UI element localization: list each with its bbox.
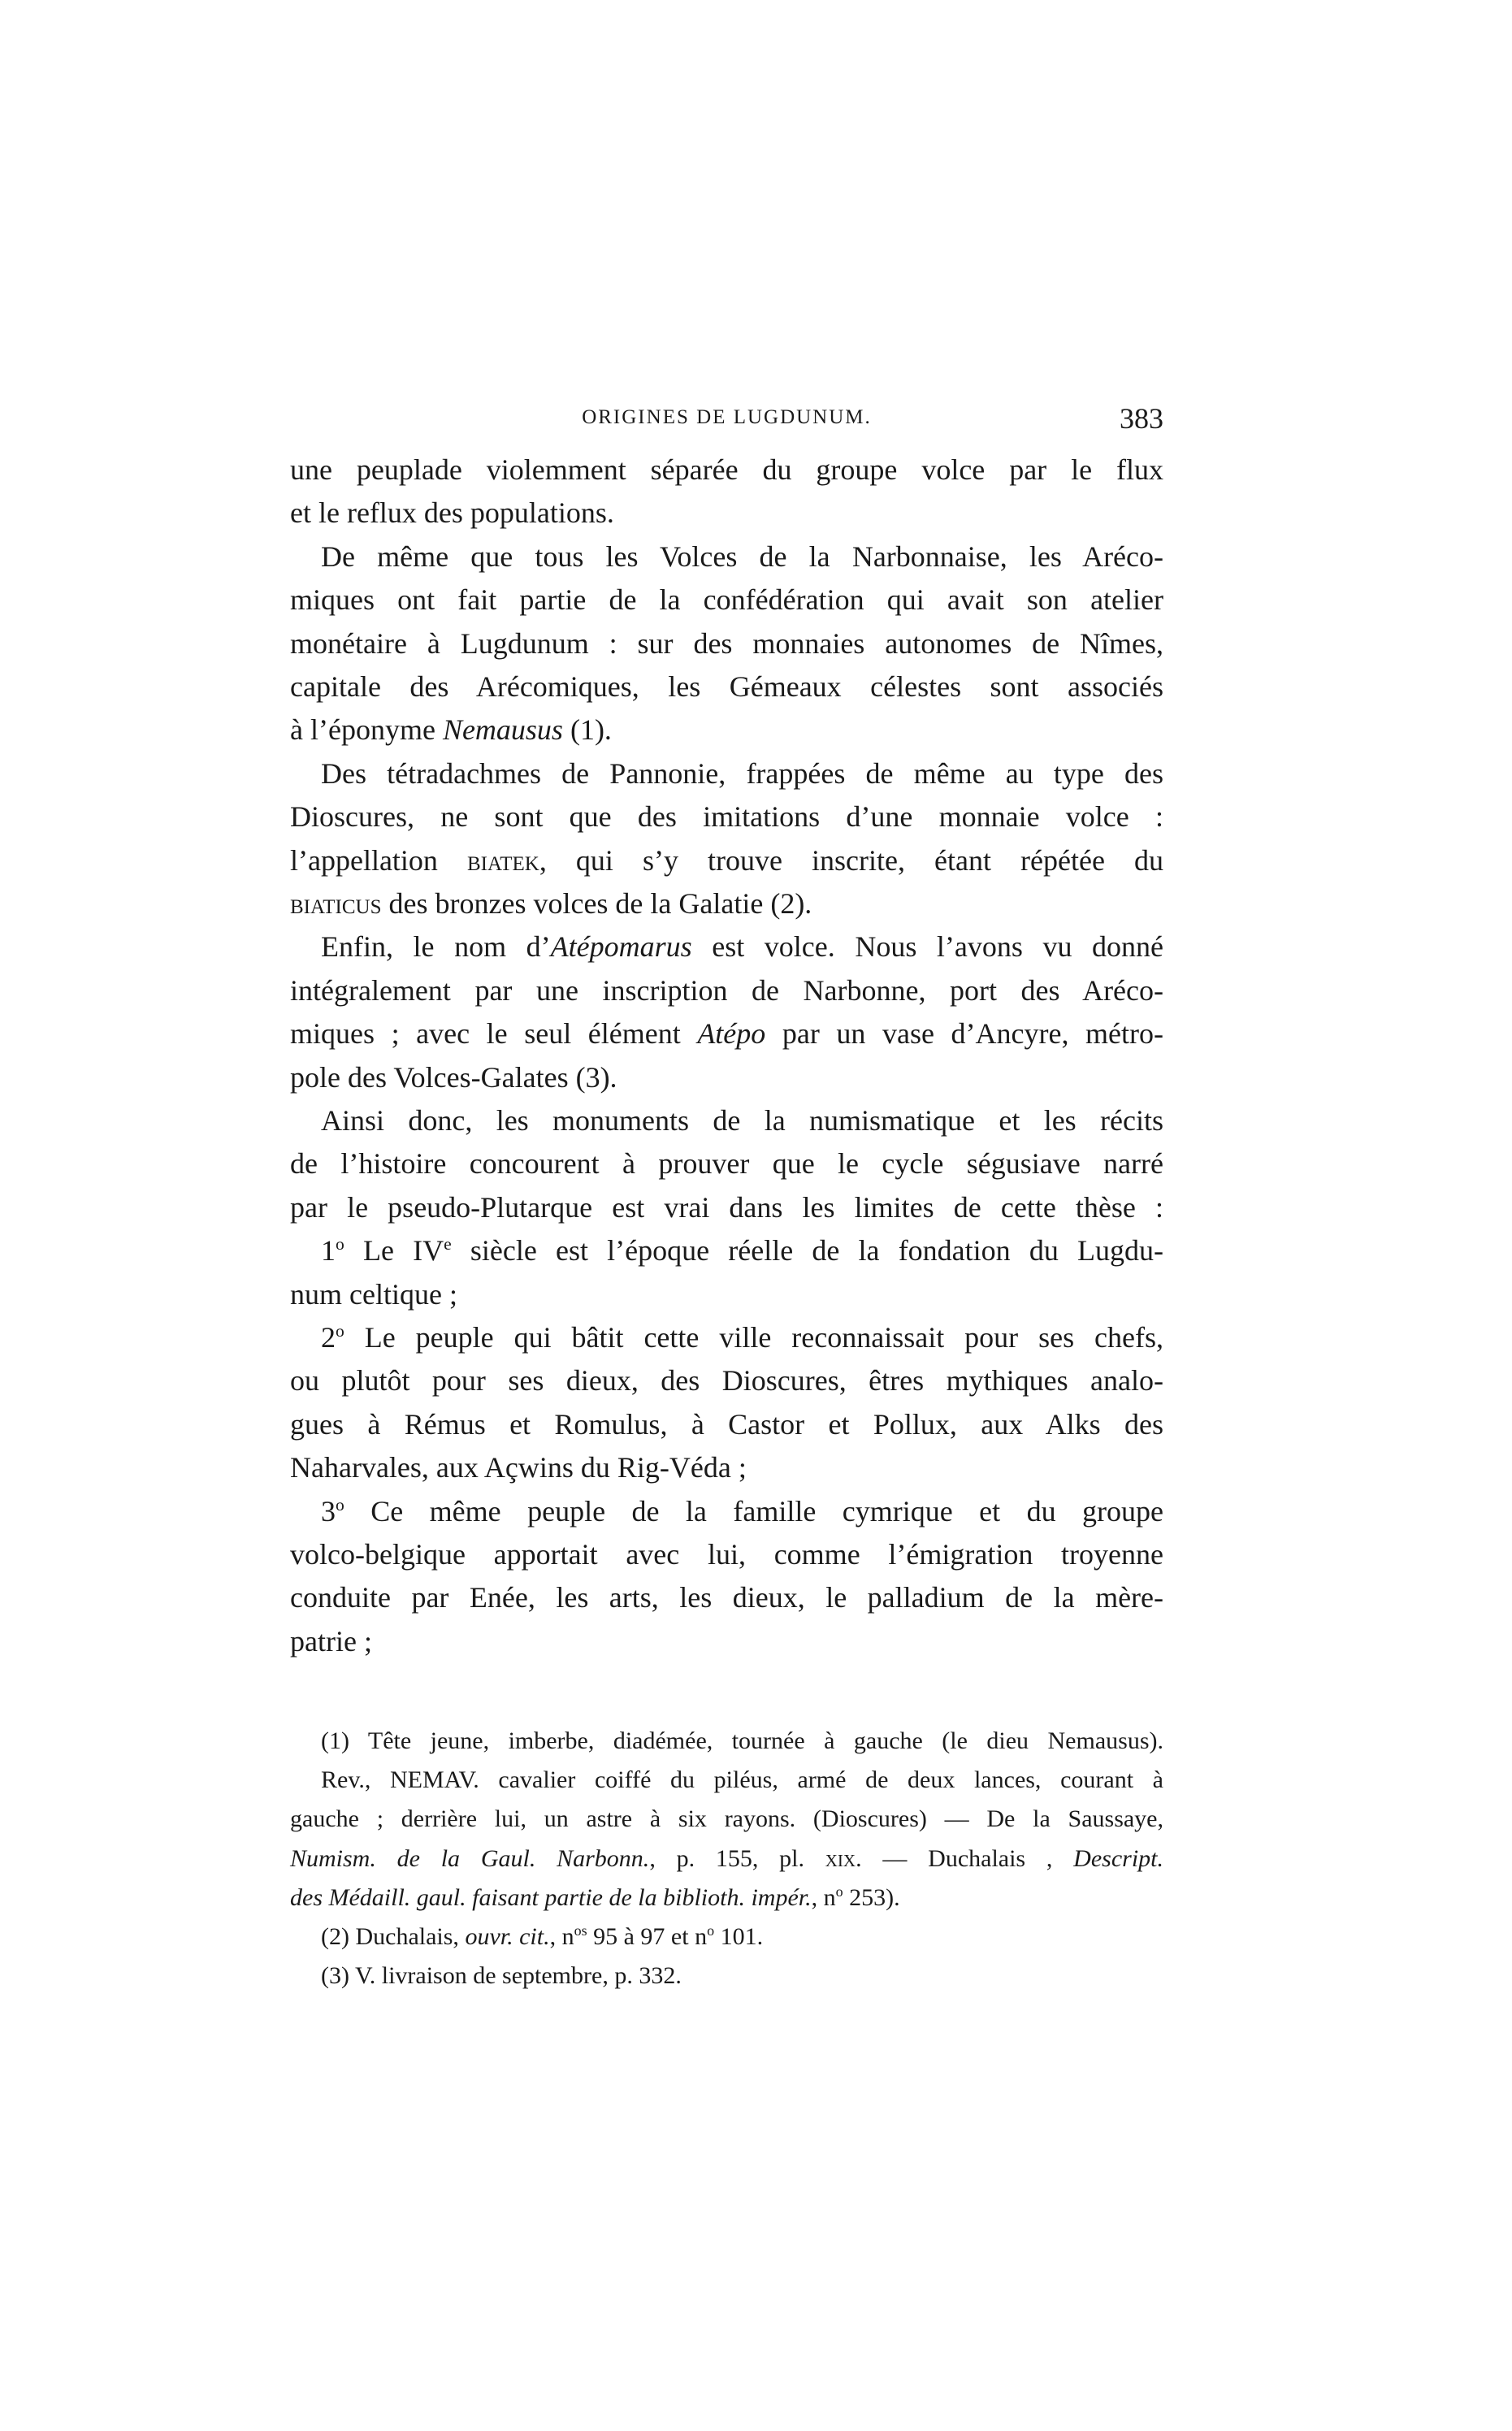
text-run: gauche ; derrière lui, un astre à six rayons. (Dioscures) — De la Saussaye, (290, 1805, 1163, 1833)
text-run: patrie ; (290, 1624, 372, 1658)
text-run: l’appellation (290, 843, 467, 877)
text-run: xix (825, 1844, 856, 1872)
text-run: Atépomarus (550, 930, 692, 964)
text-run: intégralement par une inscription de Narbonne, port des Aréco- (290, 973, 1163, 1007)
text-line (290, 1363, 1163, 1398)
running-title: ORIGINES DE LUGDUNUM. (582, 406, 872, 428)
text-line (290, 973, 1163, 1008)
text-line (290, 1190, 1163, 1225)
footnote-line (321, 1922, 1163, 1952)
text-line (321, 539, 1163, 574)
text-run: o (336, 1234, 344, 1254)
text-run: (3) V. livraison de septembre, p. 332. (321, 1962, 682, 1990)
text-line (290, 843, 1163, 878)
text-run: de l’histoire concourent à prouver que le cycle ségusiave narré (290, 1147, 1163, 1181)
text-run: et le reflux des populations. (290, 496, 614, 530)
text-line (321, 756, 1163, 791)
text-run: 1 (321, 1234, 336, 1268)
text-run: est volce. Nous l’avons vu donné (691, 930, 1164, 964)
text-run: par un vase d’Ancyre, métro- (765, 1017, 1164, 1051)
text-run: miques ont fait partie de la confédération qui avait son atelier (290, 583, 1163, 617)
text-line (321, 929, 1163, 964)
text-line (290, 1623, 1163, 1659)
text-run: Le IV (344, 1234, 444, 1268)
text-run: . — Duchalais , (856, 1844, 1074, 1872)
footnote-line (321, 1765, 1163, 1796)
text-run: o (336, 1494, 344, 1514)
text-line (290, 1146, 1163, 1181)
text-run: 95 à 97 et n (587, 1923, 708, 1950)
text-run: Rev., NEMAV. cavalier coiffé du piléus, armé de deux lances, courant à (321, 1766, 1163, 1794)
page-number: 383 (1120, 402, 1163, 435)
text-run: o (336, 1321, 344, 1341)
text-line (290, 1276, 1163, 1312)
footnote-line (321, 1726, 1163, 1757)
text-run: monétaire à Lugdunum : sur des monnaies autonomes de Nîmes, (290, 626, 1163, 660)
text-run: (1). (562, 713, 612, 747)
text-line (290, 712, 1163, 748)
text-run: une peuplade violemment séparée du groupe volce par le flux (290, 453, 1163, 486)
text-run: pole des Volces-Galates (3). (290, 1060, 617, 1094)
text-run: Nemausus (442, 713, 563, 747)
text-line (290, 626, 1163, 661)
text-run: miques ; avec le seul élément (290, 1017, 698, 1051)
text-run: Ainsi donc, les monuments de la numismatique et les récits (321, 1104, 1163, 1137)
text-run: o (835, 1883, 843, 1900)
text-run: e (444, 1234, 452, 1254)
text-run: des bronzes volces de la Galatie (2). (381, 887, 812, 920)
footnote-line (290, 1804, 1163, 1835)
text-run: siècle est l’époque réelle de la fondation du Lugdu- (451, 1234, 1163, 1268)
text-line (321, 1320, 1163, 1355)
text-run: num celtique ; (290, 1277, 457, 1311)
text-run: ouvr. cit. (465, 1923, 550, 1950)
text-run: os (574, 1922, 587, 1939)
text-run: conduite par Enée, les arts, les dieux, le palladium de la mère- (290, 1581, 1163, 1614)
text-line (290, 1060, 1163, 1095)
text-line (290, 1450, 1163, 1485)
text-run: des Médaill. gaul. faisant partie de la biblioth. impér. (290, 1883, 812, 1911)
text-run: Enfin, le nom d’ (321, 930, 551, 964)
text-run: Descript. (1073, 1844, 1163, 1872)
text-line (290, 582, 1163, 618)
text-run: biatek (466, 843, 539, 877)
text-run: Numism. de la Gaul. Narbonn. (290, 1844, 650, 1872)
footnote-line (290, 1844, 1163, 1874)
text-line (290, 495, 1163, 531)
text-run: 253). (843, 1883, 900, 1911)
footnote-line (321, 1961, 1163, 1991)
footnote-line (290, 1883, 1163, 1913)
text-line (290, 1580, 1163, 1615)
text-run: par le pseudo-Plutarque est vrai dans les limites de cette thèse : (290, 1190, 1163, 1224)
text-line (290, 799, 1163, 834)
text-run: ou plutôt pour ses dieux, des Dioscures, êtres mythiques analo- (290, 1364, 1163, 1398)
text-line (290, 886, 1163, 921)
text-run: Le peuple qui bâtit cette ville reconnaissait pour ses chefs, (344, 1321, 1163, 1354)
text-run: (1) Tête jeune, imberbe, diadémée, tournée à gauche (le dieu Nemausus). (321, 1727, 1163, 1754)
text-line (321, 1493, 1163, 1529)
text-run: 3 (321, 1494, 336, 1528)
text-run: biaticus (290, 887, 382, 920)
text-line (290, 452, 1163, 488)
running-header (290, 401, 1163, 434)
text-run: Des tétradachmes de Pannonie, frappées de même au type des (321, 756, 1163, 790)
text-run: Dioscures, ne sont que des imitations d’une monnaie volce : (290, 800, 1163, 834)
text-run: , p. 155, pl. (649, 1844, 825, 1872)
text-run: , qui s’y trouve inscrite, étant répétée du (539, 843, 1163, 877)
text-run: , n (549, 1923, 574, 1950)
text-run: De même que tous les Volces de la Narbonnaise, les Aréco- (321, 540, 1163, 573)
text-line (290, 1016, 1163, 1051)
text-run: , n (811, 1883, 836, 1911)
text-run: à l’éponyme (290, 713, 443, 747)
text-run: gues à Rémus et Romulus, à Castor et Pollux, aux Alks des (290, 1407, 1163, 1441)
text-run: (2) Duchalais, (321, 1923, 466, 1950)
text-run: volco-belgique apportait avec lui, comme l’émigration troyenne (290, 1538, 1163, 1571)
text-run: 2 (321, 1321, 336, 1354)
text-line (290, 669, 1163, 704)
text-run: Atépo (697, 1017, 766, 1051)
text-line (290, 1406, 1163, 1442)
text-line (321, 1233, 1163, 1268)
text-run: Ce même peuple de la famille cymrique et du groupe (344, 1494, 1163, 1528)
text-run: 101. (714, 1923, 764, 1950)
text-line (290, 1536, 1163, 1572)
text-run: Naharvales, aux Açwins du Rig-Véda ; (290, 1451, 747, 1484)
text-run: capitale des Arécomiques, les Gémeaux célestes sont associés (290, 670, 1163, 703)
text-run: o (707, 1922, 715, 1939)
text-line (321, 1103, 1163, 1138)
